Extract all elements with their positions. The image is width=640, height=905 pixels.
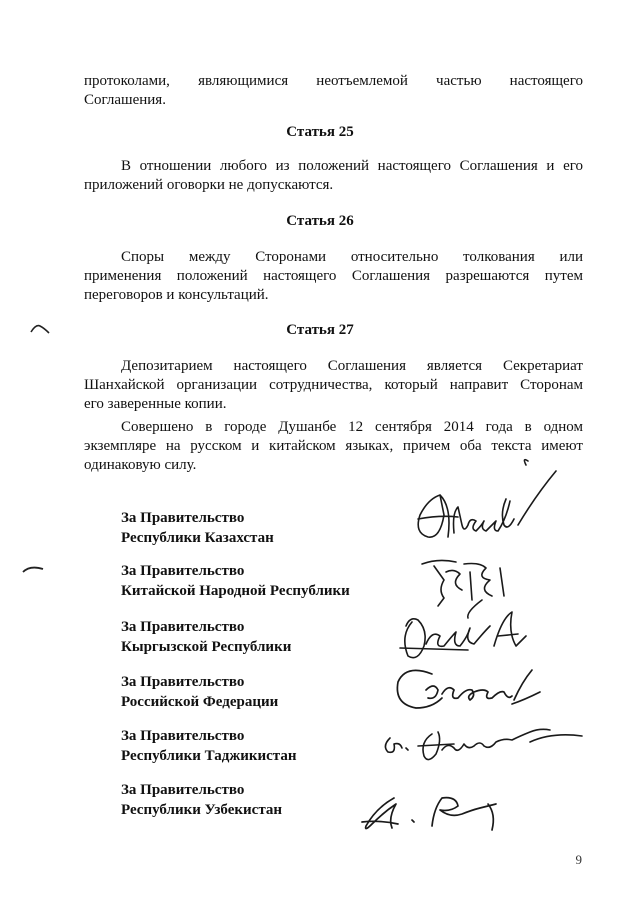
closing-line-1: Совершено в городе Душанбе 12 сентября 2014 года в одном: [121, 419, 583, 435]
signatory-line-2: Республики Узбекистан: [121, 802, 283, 818]
signatory-russia: [121, 672, 278, 712]
signatory-line-1: За Правительство: [121, 728, 245, 744]
signature-russia-image: [392, 660, 542, 725]
article-25-line-2: приложений оговорки не допускаются.: [84, 177, 334, 193]
signatory-china: [121, 561, 350, 601]
signature-kazakhstan-image: [410, 455, 560, 550]
signatory-line-1: За Правительство: [121, 674, 245, 690]
signatory-line-2: Республики Казахстан: [121, 530, 274, 546]
article-27-line-1: Депозитарием настоящего Соглашения является Секретариат: [121, 358, 583, 374]
continuation-line-1: протоколами, являющимися неотъемлемой частью настоящего: [84, 73, 583, 89]
article-26-heading: Статья 26: [286, 213, 354, 229]
article-26-line-3: переговоров и консультаций.: [84, 287, 269, 303]
signatory-line-1: За Правительство: [121, 782, 245, 798]
signatory-line-1: За Правительство: [121, 563, 245, 579]
article-26-line-1: Споры между Сторонами относительно толкования или: [121, 249, 583, 265]
page-number: 9: [575, 852, 582, 867]
article-27-heading: Статья 27: [286, 322, 354, 338]
signature-uzbekistan-image: [360, 790, 510, 841]
article-27-line-2: Шанхайской организации сотрудничества, который направит Сторонам: [84, 377, 583, 393]
article-26-line-2: применения положений настоящего Соглашения разрешаются путем: [84, 268, 583, 284]
margin-mark-bottom: [22, 562, 44, 580]
signatory-line-1: За Правительство: [121, 619, 245, 635]
signatory-line-2: Российской Федерации: [121, 694, 279, 710]
article-27-line-3: его заверенные копии.: [84, 396, 227, 412]
closing-line-3: одинаковую силу.: [84, 457, 197, 473]
closing-line-2: экземпляре на русском и китайском языках, причем оба текста имеют: [84, 438, 583, 454]
signatory-line-2: Китайской Народной Республики: [121, 583, 350, 599]
continuation-line-2: Соглашения.: [84, 92, 166, 108]
signature-tajikistan-image: [380, 718, 586, 773]
signatory-tajikistan: [121, 726, 297, 766]
signatory-kyrgyzstan: [121, 617, 291, 657]
signatory-uzbekistan: [121, 780, 282, 820]
signatory-line-2: Республики Таджикистан: [121, 748, 297, 764]
signatory-line-2: Кыргызской Республики: [121, 639, 292, 655]
signatory-line-1: За Правительство: [121, 510, 245, 526]
signatory-kazakhstan: [121, 508, 274, 548]
article-25-line-1: В отношении любого из положений настоящего Соглашения и его: [121, 158, 583, 174]
article-25-heading: Статья 25: [286, 124, 354, 140]
